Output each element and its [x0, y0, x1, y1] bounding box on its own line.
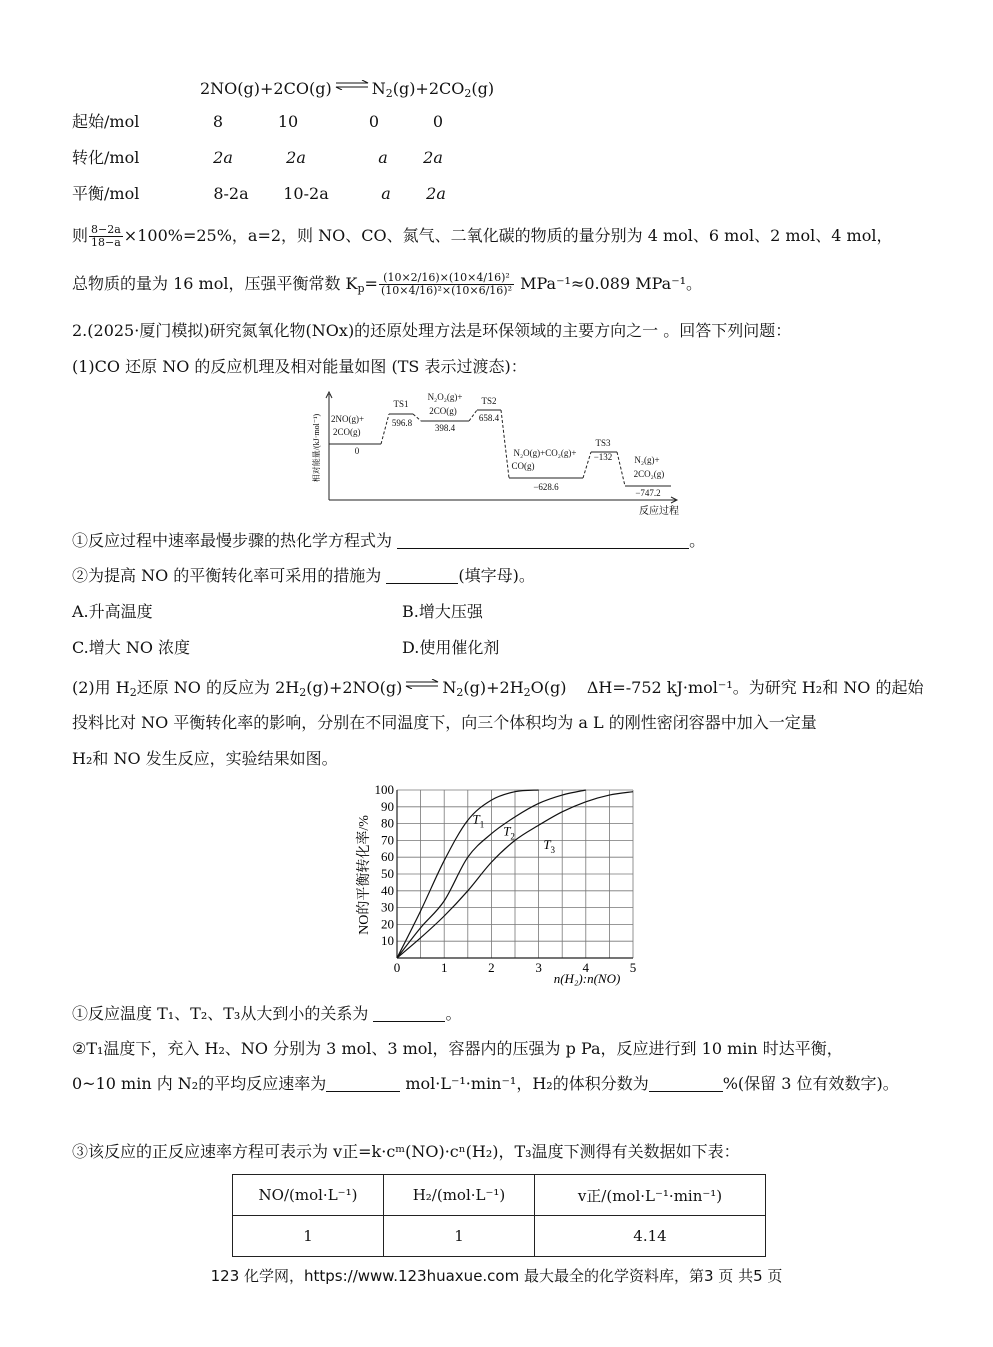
state-value: 596.8: [391, 418, 413, 428]
table-cell: 1: [384, 1216, 535, 1257]
conversion-chart: [350, 780, 650, 995]
x-tick-label: 0: [393, 960, 401, 975]
q1b-end: (填字母)。: [458, 566, 535, 585]
cell: 2a: [286, 148, 306, 167]
state-label: N₂(g)+: [634, 455, 660, 465]
calc-line-2: 总物质的量为 16 mol，压强平衡常数 $K_p=$ $\frac{\text{(10×2/16)×(10×4/16)²}}{\text{(10×4/16)²×(10×6/16)²}}$ MPa⁻¹≈0.089 MPa⁻¹。: [72, 271, 703, 297]
y-tick-label: 50: [381, 866, 394, 881]
answer-blank[interactable]: [373, 1005, 445, 1022]
state-label: 2NO(g)+: [331, 414, 365, 424]
table-header: NO/(mol·L⁻¹): [233, 1175, 384, 1216]
q1b-text: ②为提高 NO 的平衡转化率可采用的措施为: [72, 566, 382, 585]
conversion-fraction: [89, 224, 123, 249]
question-1b: [72, 565, 535, 587]
y-tick-label: 20: [381, 916, 394, 932]
row-label: 转化/mol: [72, 148, 140, 167]
cell: a: [378, 148, 388, 167]
kp-fraction: [379, 272, 514, 297]
eq-rhs-part: (g)+2CO: [392, 79, 465, 98]
part1-text: (1)CO 还原 NO 的反应机理及相对能量如图 (TS 表示过渡态)：: [72, 357, 527, 376]
calc-prefix: 则: [72, 226, 89, 245]
part2-text: ΔH=-752 kJ·mol⁻¹。为研究 H₂和 NO 的起始: [586, 678, 924, 697]
x-tick-label: 2: [488, 960, 495, 975]
energy-ylabel: 相对能量/(kJ·mol⁻¹): [312, 413, 321, 483]
series-label-t3: $T_3$: [543, 836, 556, 855]
question-1a: [72, 530, 705, 552]
table-header: v正/(mol·L⁻¹·min⁻¹): [535, 1175, 766, 1216]
y-tick-label: 40: [381, 882, 394, 898]
question-2b-line-1: ②T₁温度下，充入 H₂、NO 分别为 3 mol、3 mol，容器内的压强为 p Pa，反应进行到 10 min 时达平衡，: [72, 1039, 843, 1058]
option-b: B.增大压强: [402, 602, 483, 621]
q2a-end: 。: [445, 1004, 462, 1023]
part2-text: N: [442, 678, 457, 697]
cell: 0: [368, 112, 380, 131]
table-row: [233, 1216, 766, 1257]
state-label: CO(g): [511, 461, 535, 471]
calc-text: ×100%=25%，a=2，则 NO、CO、氮气、二氧化碳的物质的量分别为 4 mol、6 mol、2 mol、4 mol，: [123, 226, 893, 245]
row-label: 起始/mol: [72, 112, 140, 131]
answer-blank[interactable]: [649, 1075, 723, 1092]
chart-ticks: [375, 782, 637, 975]
eq-rhs-part: N: [371, 79, 386, 98]
table-cell: 4.14: [535, 1216, 766, 1257]
calc-text: MPa⁻¹≈0.089 MPa⁻¹。: [520, 274, 703, 293]
q2a-text: ①反应温度 T₁、T₂、T₃从大到小的关系为: [72, 1004, 369, 1023]
y-tick-label: 90: [381, 798, 394, 814]
question-2c: ③该反应的正反应速率方程可表示为 v正=k·cᵐ(NO)·cⁿ(H₂)，T₃温度下测得有关数据如下表：: [72, 1142, 740, 1161]
cell: 8-2a: [213, 184, 249, 203]
series-label-t1: $T_1$: [472, 811, 485, 830]
state-label: 2CO(g): [333, 427, 361, 437]
q1a-text: ①反应过程中速率最慢步骤的热化学方程式为: [72, 531, 393, 550]
rate-data-table: [232, 1174, 766, 1257]
row-label: 平衡/mol: [72, 184, 140, 203]
state-label: TS1: [393, 399, 409, 409]
cell: 2a: [426, 184, 446, 203]
cell: 2a: [213, 148, 233, 167]
state-label: TS2: [481, 396, 497, 406]
x-tick-label: 1: [440, 960, 448, 975]
answer-blank[interactable]: [386, 567, 458, 584]
eq-rhs-part: (g): [471, 79, 495, 98]
part2-line-2: 投料比对 NO 平衡转化率的影响，分别在不同温度下，向三个体积均为 a L 的刚性密闭容器中加入一定量: [72, 713, 817, 732]
table-header: H₂/(mol·L⁻¹): [384, 1175, 535, 1216]
cell: 8: [212, 112, 224, 131]
energy-xlabel: 反应过程: [639, 506, 679, 517]
question-2a: [72, 1003, 461, 1025]
answer-blank[interactable]: [326, 1075, 400, 1092]
state-label: 2CO(g): [429, 406, 457, 416]
fraction-numerator: 8−2a: [91, 223, 121, 236]
chart-grid: [397, 790, 633, 958]
x-tick-label: 3: [535, 960, 542, 975]
state-value: −132: [593, 452, 613, 462]
kp-subscript: p: [357, 282, 365, 295]
state-label: N₂O₂(g)+: [427, 392, 463, 402]
x-tick-label: 5: [629, 960, 637, 975]
state-value: 0: [354, 446, 360, 456]
chart-ylabel: NO的平衡转化率/%: [357, 815, 372, 935]
eq-lhs: 2NO(g)+2CO(g): [200, 79, 332, 98]
state-value: −628.6: [533, 482, 559, 492]
state-value: −747.2: [635, 488, 661, 498]
fraction-denominator: (10×4/16)²×(10×6/16)²: [380, 284, 512, 297]
q1a-end: 。: [689, 531, 706, 550]
y-tick-label: 80: [381, 815, 394, 831]
part2-line-1: (2)用 $H_2$还原 NO 的反应为 $2H_2(g)+2NO(g)$ $N_2(g)+2H_2O(g)$ ΔH=-752 kJ·mol⁻¹。为研究 H₂和 NO 的起始: [72, 678, 924, 699]
option-a: A.升高温度: [72, 602, 153, 621]
q2b-text: 0~10 min 内 N₂的平均反应速率为: [72, 1074, 327, 1093]
part2-text: 还原 NO 的反应为 2H: [136, 678, 300, 697]
cell: 10: [277, 112, 299, 131]
cell: 0: [432, 112, 444, 131]
energy-profile-diagram: [305, 390, 695, 518]
cell: a: [381, 184, 391, 203]
y-tick-label: 30: [381, 899, 394, 915]
question-intro: 2.(2025·厦门模拟)研究氮氧化物(NOx)的还原处理方法是环保领域的主要方向之一 。回答下列问题：: [72, 321, 792, 340]
y-tick-label: 10: [381, 933, 394, 949]
question-2b-line-2: [72, 1073, 899, 1095]
option-d: D.使用催化剂: [402, 638, 500, 657]
fraction-numerator: (10×2/16)×(10×4/16)²: [379, 272, 514, 285]
table-header-row: [233, 1175, 766, 1216]
state-value: 658.4: [478, 413, 500, 423]
calc-text: 总物质的量为 16 mol，压强平衡常数 K: [72, 274, 358, 293]
equilibrium-equation: 2NO(g)+2CO(g) $N_2(g)+2CO_2(g)$: [200, 79, 495, 100]
state-value: 398.4: [434, 423, 456, 433]
equilibrium-arrow-icon: [335, 80, 369, 90]
q2b-text: mol·L⁻¹·min⁻¹，H₂的体积分数为: [405, 1074, 649, 1093]
option-c: C.增大 NO 浓度: [72, 638, 191, 657]
part2-line-3: H₂和 NO 发生反应，实验结果如图。: [72, 749, 338, 768]
equilibrium-arrow-icon: [405, 679, 439, 689]
state-label: 2CO₂(g): [633, 469, 665, 479]
answer-blank[interactable]: [397, 532, 689, 549]
state-label: N₂O(g)+CO₂(g)+: [513, 448, 577, 458]
cell: 10-2a: [283, 184, 329, 203]
y-tick-label: 100: [374, 782, 394, 797]
x-tick-label: 4: [582, 960, 590, 975]
calc-line-1: [72, 224, 892, 249]
table-cell: 1: [233, 1216, 384, 1257]
cell: 2a: [423, 148, 443, 167]
chart-xlabel: n(H₂):n(NO): [553, 971, 621, 986]
y-tick-label: 70: [381, 832, 394, 848]
page-footer: 123 化学网，https://www.123huaxue.com 最大最全的化学资料库，第3 页 共5 页: [210, 1267, 783, 1285]
series-label-t2: $T_2$: [503, 823, 515, 842]
q2b-text: %(保留 3 位有效数字)。: [722, 1074, 899, 1093]
part2-text: (2)用 H: [72, 678, 130, 697]
y-tick-label: 60: [381, 849, 394, 865]
state-label: TS3: [595, 438, 611, 448]
fraction-denominator: 18−a: [91, 236, 121, 249]
